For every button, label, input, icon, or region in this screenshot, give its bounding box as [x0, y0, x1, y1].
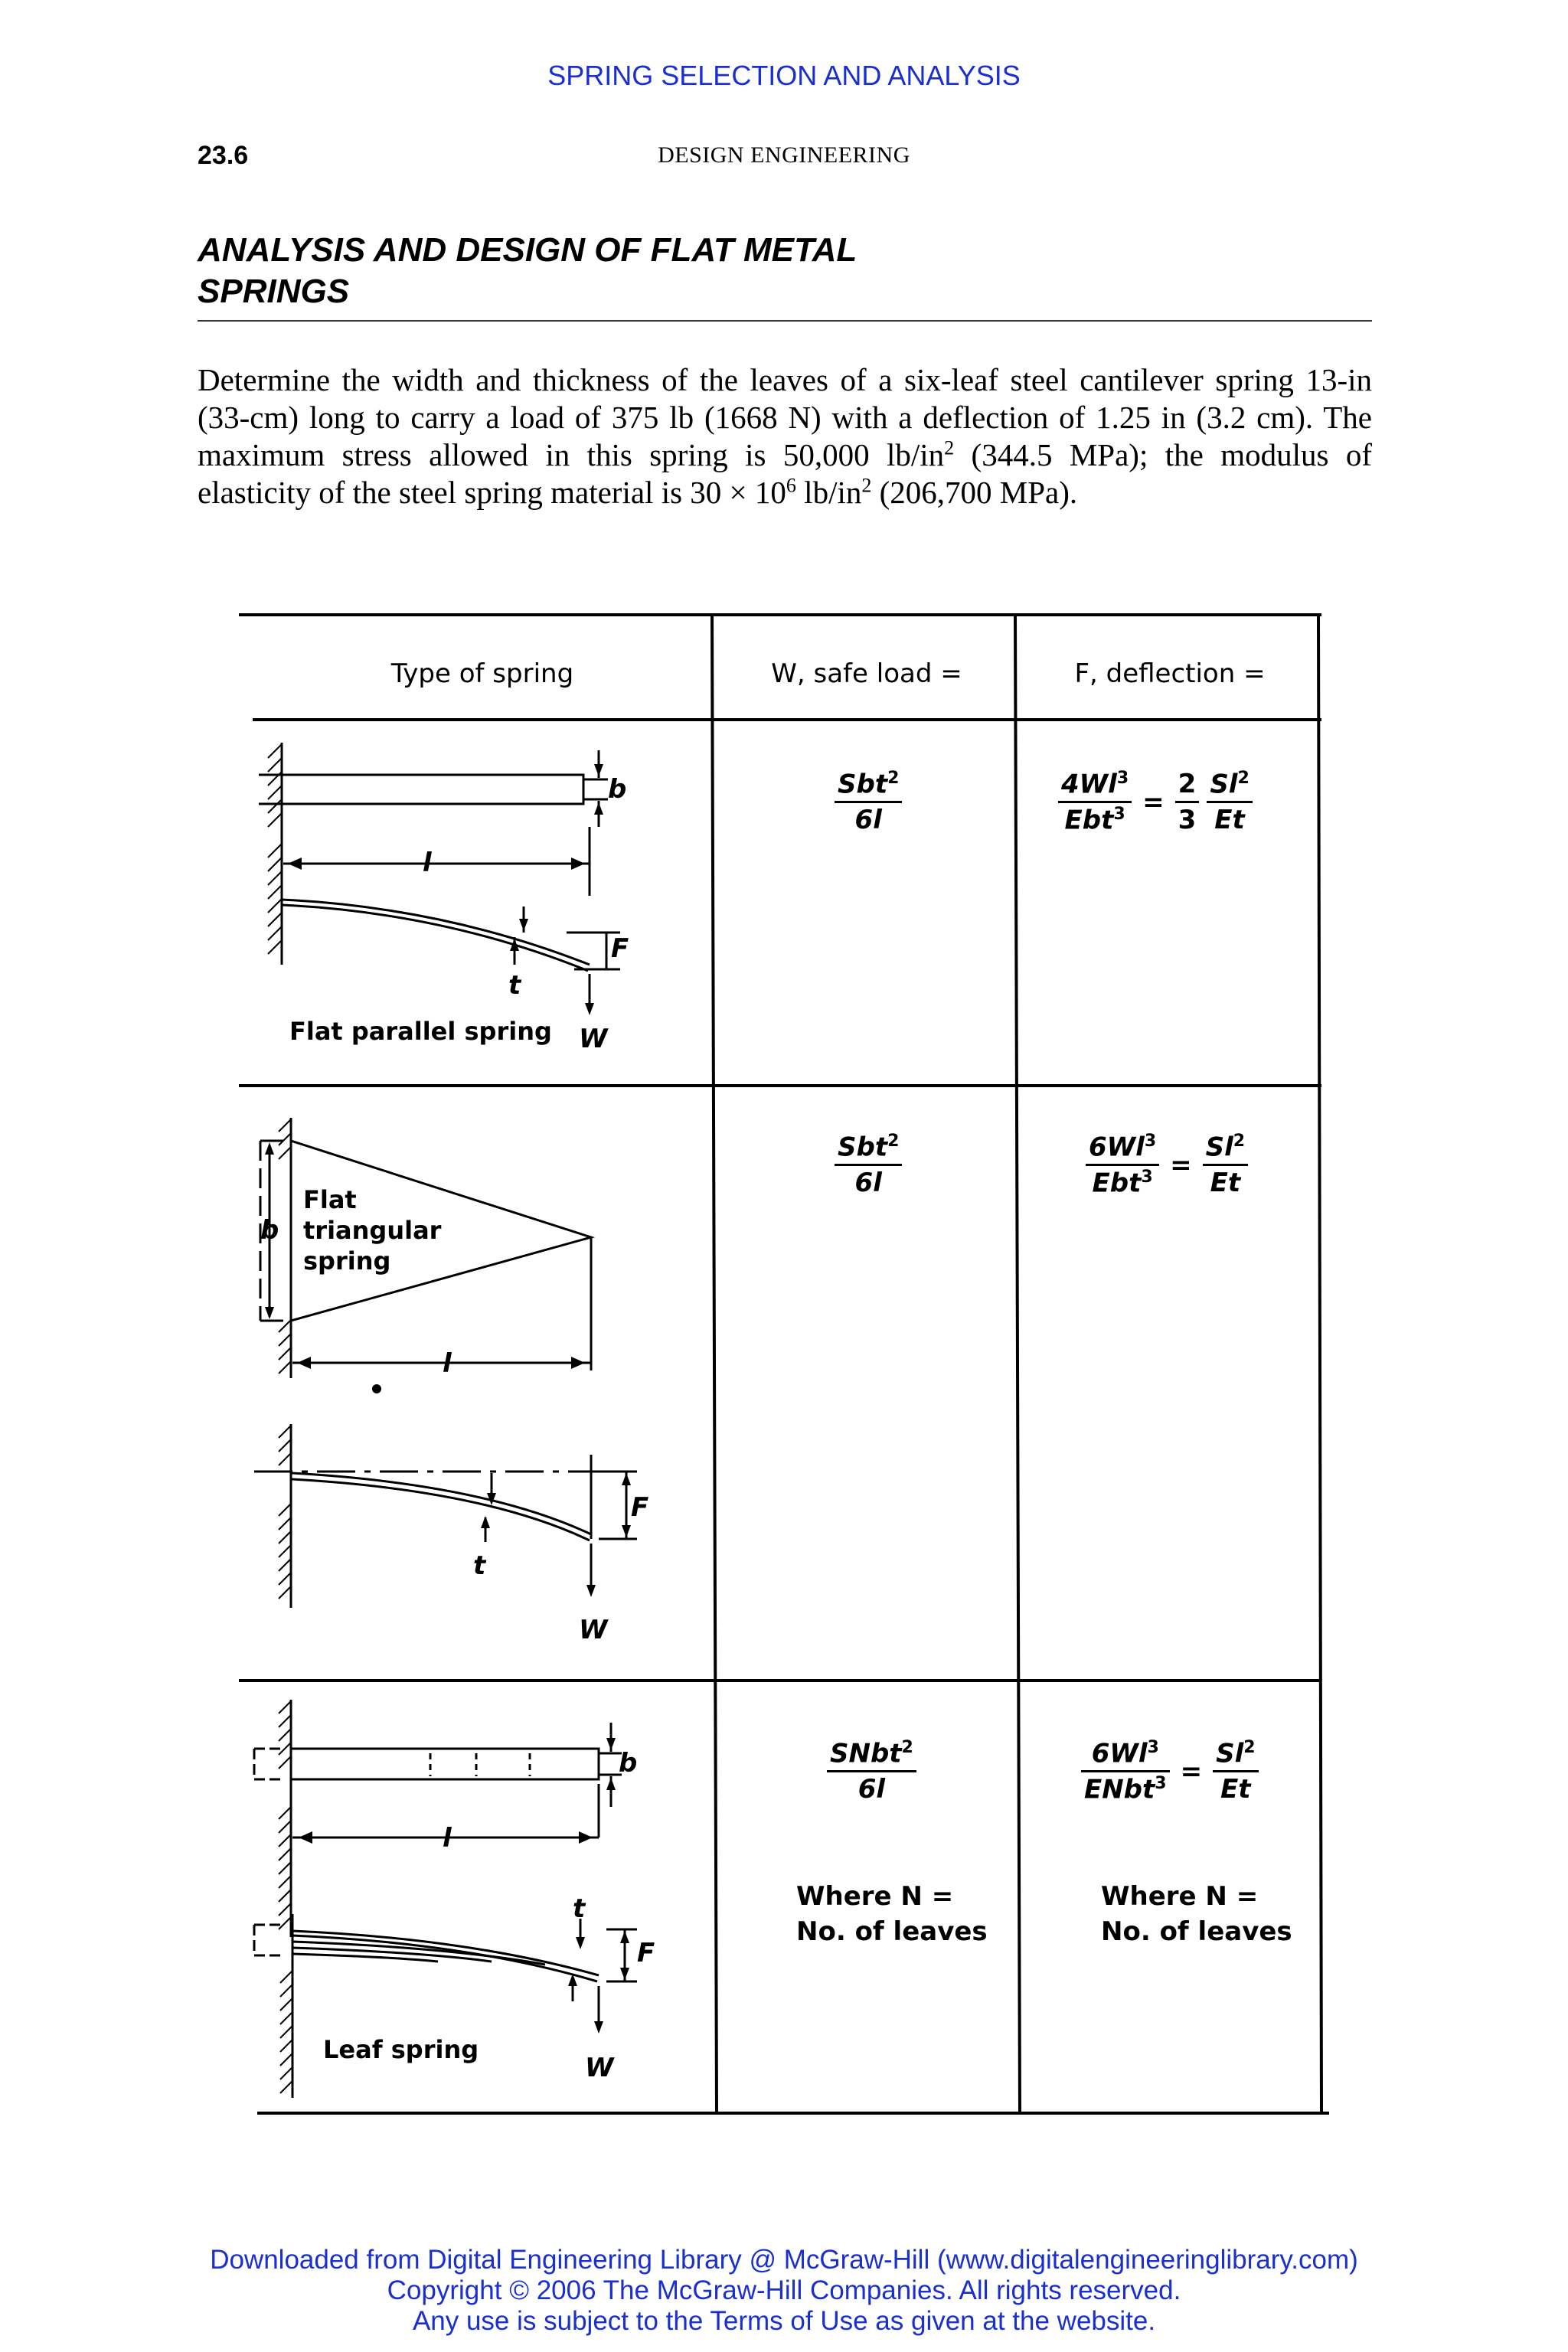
problem-sup-2: 6	[786, 474, 796, 497]
triangular-label-line3: spring	[303, 1246, 391, 1276]
footer-line3: Any use is subject to the Terms of Use as given at the website.	[412, 2306, 1156, 2336]
header-safe-load: W, safe load =	[771, 658, 962, 689]
fraction: $\frac{6Wl^3}{ENbt^3}$	[1081, 1738, 1170, 1805]
problem-text-3: lb/in	[795, 475, 862, 510]
fraction: $\frac{Sl^2}{Et}$	[1213, 1738, 1258, 1805]
fraction: $\frac{SNbt^2}{6l}$	[827, 1738, 916, 1805]
row3-load-formula	[827, 1738, 916, 1805]
running-head: DESIGN ENGINEERING	[658, 142, 910, 168]
fraction: $\frac{Sl^2}{Et}$	[1207, 769, 1252, 835]
var-l: l	[443, 1823, 452, 1854]
var-l: l	[423, 848, 432, 878]
banner: SPRING SELECTION AND ANALYSIS	[547, 60, 1021, 91]
var-t: t	[573, 1893, 586, 1924]
problem-text-4: (206,700 MPa).	[871, 475, 1078, 510]
var-b: b	[260, 1215, 279, 1246]
leaf-spring-label: Leaf spring	[323, 2035, 479, 2064]
flat-triangular-spring-diagram	[239, 1102, 714, 1669]
var-F: F	[637, 1938, 655, 1968]
row2-deflection-formula: $\frac{6Wl^3}{Ebt^3}$ = $\frac{Sl^2}{Et}$	[1086, 1132, 1248, 1199]
section-title-line2: SPRINGS	[198, 273, 350, 310]
problem-text-2: (344.5 MPa); the modulus of elasticity of the steel spring material is 30 × 10	[198, 437, 1372, 510]
footer-line1[interactable]: Downloaded from Digital Engineering Library @ McGraw-Hill (www.digitalengineeringlibrary.com)	[210, 2245, 1358, 2275]
var-W: W	[585, 2053, 614, 2083]
leaf-spring-diagram	[239, 1692, 714, 2105]
var-F: F	[611, 933, 629, 964]
row1-deflection-formula: $\frac{4Wl^3}{Ebt^3}$ = $\frac{2}{3}$ $\frac{Sl^2}{Et}$	[1058, 769, 1253, 836]
fraction: $\frac{Sl^2}{Et}$	[1203, 1132, 1248, 1198]
page-number: 23.6	[198, 141, 249, 170]
var-W: W	[579, 1615, 608, 1645]
var-F: F	[631, 1492, 649, 1523]
flat-parallel-spring-label: Flat parallel spring	[289, 1017, 552, 1046]
fraction: $\frac{Sbt^2}{6l}$	[835, 769, 902, 835]
footer	[0, 2245, 1568, 2337]
var-l: l	[443, 1348, 452, 1379]
var-b: b	[619, 1748, 638, 1779]
header-deflection: F, deflection =	[1074, 658, 1266, 689]
header-type-of-spring: Type of spring	[390, 658, 574, 689]
row3-deflection-note: Where N = No. of leaves	[1101, 1881, 1292, 1947]
triangular-label-line1: Flat	[303, 1185, 357, 1214]
var-t: t	[473, 1550, 486, 1581]
var-t: t	[508, 970, 521, 1001]
row1-load-formula	[835, 769, 902, 835]
fraction: $\frac{4Wl^3}{Ebt^3}$	[1058, 769, 1132, 836]
fraction: $\frac{Sbt^2}{6l}$	[835, 1132, 902, 1198]
fraction: $\frac{6Wl^3}{Ebt^3}$	[1086, 1132, 1159, 1199]
problem-text-1: Determine the width and thickness of the leaves of a six-leaf steel cantilever spring 13-in (33-cm) long to carry a load of 375 lb (1668 N) with a deflection of 1.25 in (3.2 cm). The maximum stress allowed in this spring is 50,000 lb/in	[198, 362, 1372, 472]
problem-sup-1: 2	[944, 436, 955, 459]
section-title-line1: ANALYSIS AND DESIGN OF FLAT METAL	[198, 231, 858, 269]
fraction: $\frac{2}{3}$	[1175, 769, 1200, 835]
flat-parallel-spring-diagram	[253, 735, 712, 1072]
var-b: b	[608, 774, 627, 805]
var-W: W	[579, 1024, 608, 1054]
row2-load-formula	[835, 1132, 902, 1198]
triangular-label-line2: triangular	[303, 1216, 442, 1245]
footer-line2: Copyright © 2006 The McGraw-Hill Companies. All rights reserved.	[387, 2275, 1181, 2305]
row3-deflection-formula: $\frac{6Wl^3}{ENbt^3}$ = $\frac{Sl^2}{Et}$	[1081, 1738, 1259, 1805]
problem-sup-3: 2	[861, 474, 872, 497]
row3-load-note: Where N = No. of leaves	[796, 1881, 988, 1947]
